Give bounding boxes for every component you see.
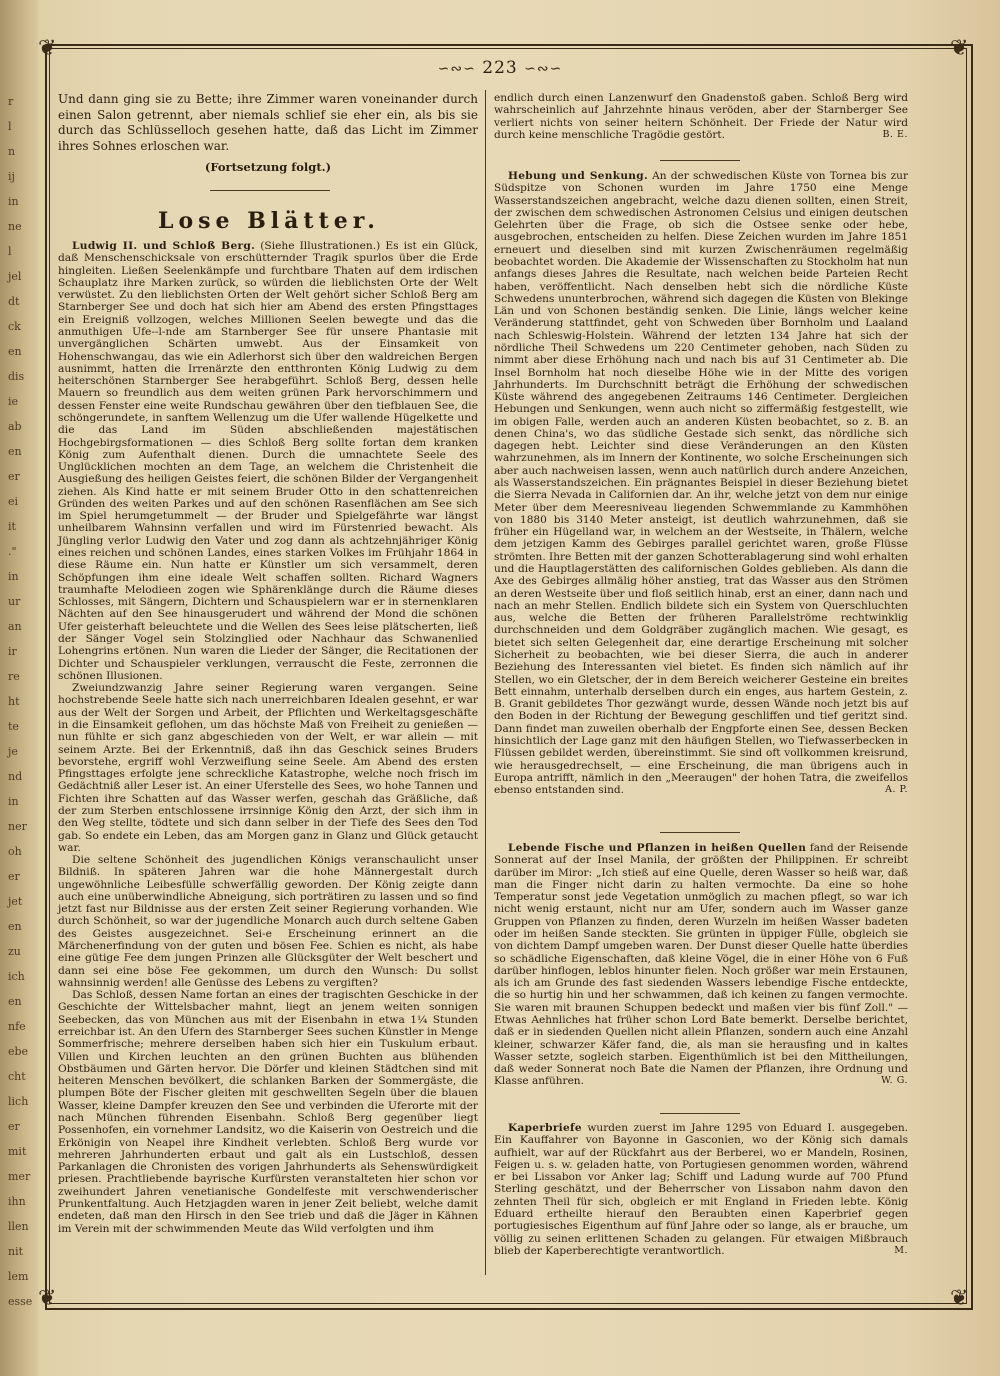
article-text: fand der Reisende Sonnerat auf der Insel Manila, der größten der Philippinen. Er schreibt darüber im Miror: „Ich stieß auf eine Quelle, deren Wasser so heiß war, daß man die Finger nicht darin zu halten vermochte. Da eine so hohe Temperatur sonst jede Vegetation unmöglich zu machen pflegt, so war ich nicht wenig erstaunt, nicht nur am Ufer, sondern auch im Wasser ganze Gruppen von Pflanzen zu finden, deren Wurzeln im heißen Wasser badeten oder im heißen Sande steckten. Sie grünten in üppiger Fülle, obgleich sie von dichtem Dampf umgeben waren. Der Dunst dieser Quelle hatte überdies so schädliche Eigenschaften, daß kleine Vögel, die in einer Höhe von 6 Fuß darüber hinflogen, leblos hinunter fielen. Noch größer war mein Erstaunen, als ich am Grunde des fast siedenden Wassers lebendige Fische entdeckte, die so hurtig hin und her schwammen, daß ich keinen zu fangen vermochte. Sie waren mit braunen Schuppen bedeckt und maßen vier bis fünf Zoll." — Etwas Aehnliches hat früher schon Lord Bate bemerkt. Derselbe berichtet, daß er in siedenden Quellen nicht allein Pflanzen, sondern auch eine Anzahl kleiner, schwarzer Käfer fand, die, als man sie herausfing und in kaltes Wasser setzte, sogleich starben. Eigenthümlich ist bei den Mittheilungen, daß weder Sonnerat noch Bate die Namen der Pflanzen, ihre Ordnung und Klasse anführen. [494, 842, 908, 1088]
article-text: (Siehe Illustrationen.) Es ist ein Glück, daß Menschenschicksale von erschütternder Tragik spurlos über die Erde hingleiten. Ließen Seelenkämpfe und furchtbare Thaten auf dem irdischen Schauplatz ihre Marken zurück, so würden die lieblichsten Orte der Welt verwüstet. Zu den lieblichsten Orten der Welt gehört sicher Schloß Berg am Starnberger See und doch hat sich hier am Abend des ersten Pfingsttages ein Ereigniß vollzogen, welches Millionen Seelen bewegte und das die anmuthigen Ufe--l-nde am Starnberger See für unsere Phantasie mit unvergänglichen Schärten umwebt. Aus der Einsamkeit von Hohenschwangau, das wie ein Adlerhorst sich über den waldreichen Bergen ausnimmt, hatten die Irrenärzte den entthronten König Ludwig zu dem heiterschönen Starnberger See herabgeführt. Schloß Berg, dessen helle Mauern so freundlich aus dem weiten grünen Park hervorschimmern und dessen Fenster eine weite Rundschau gewähren über den tiefblauen See, die schöngerundete, in sanftem Wellenzug um die Ufer wallende Hügelkette und die das Land im Süden abschließenden majestätischen Hochgebirgsformationen — dies Schloß Berg sollte fortan dem kranken König zum Aufenthalt dienen. Durch die umnachtete Seele des Unglücklichen mochten an dem Tage, an welchem die Christenheit die Ausgießung des heiligen Geistes feiert, die schönen Bilder der Vergangenheit ziehen. Als Kind hatte er mit seinem Bruder Otto in den schattenreichen Gründen des weiten Parkes und auf den schönen Rasenflächen am See sich im Spiel herumgetummelt — der Bruder und Spielgefährte war längst unheilbarem Wahnsinn verfallen und wird im Fürstenried bewacht. Als Jüngling verlor Ludwig den Vater und zog dann als achtzehnjähriger König eines reichen und schönen Landes, eines starken Volkes im Frühjahr 1864 in diese Räume ein. Nun hatte er Künstler um sich versammelt, deren Schöpfungen ihm eine ideale Welt schaffen sollten. Richard Wagners traumhafte Melodieen zogen wie Sphärenklänge durch die Räume dieses Schlosses, mit Sängern, Dichtern und Schauspielern war er in sternenklaren Nächten auf den See hinausgerudert und während der Mond die schönen Ufer geisterhaft beleuchtete und die Wellen des Sees leise plätscherten, ließ der Sänger Vogel sein Stolzinglied oder Nachhaur das Schwanenlied Lohengrins ertönen. Nun waren die Lieder der Sänger, die Recitationen der Dichter und Schauspieler verklungen, verrauscht die Feste, zerronnen die schönen Illusionen. [58, 239, 478, 682]
gutter-fragment: en [8, 445, 22, 458]
separator-rule [660, 1113, 740, 1114]
gutter-fragment: ebe [8, 1045, 29, 1058]
corner-ornament-bottom-right-icon: ❦ [950, 1286, 969, 1311]
article-paragraph [494, 170, 908, 796]
corner-ornament-top-right-icon: ❦ [950, 36, 969, 61]
gutter-fragment: er [8, 1120, 20, 1133]
author-initials: B. E. [882, 128, 908, 140]
author-initials: A. P. [885, 784, 908, 796]
gutter-fragment: n [8, 145, 16, 158]
gutter-fragment: te [8, 720, 19, 733]
gutter-fragment: en [8, 920, 22, 933]
article-paragraph: Zweiundzwanzig Jahre seiner Regierung waren vergangen. Seine hochstrebende Seele hatte sich nach unerreichbaren Idealen gesehnt, er war aus der Welt der Sorgen und Arbeit, der Pflichten und Werkeltagsgeschäfte in die Einsamkeit geflohen, um das höchste Maß von Freiheit zu genießen — nun fühlte er sich ganz abgeschieden von der Welt, er war allein — mit seinem Arzte. Bei der Erkenntniß, daß ihn das Geschick seines Bruders bevorstehe, ergriff wohl Verzweiflung seine Seele. Am Abend des ersten Pfingsttages erfolgte jene schreckliche Katastrophe, welche noch frisch im Gedächtniß aller Leser ist. An einer Uferstelle des Sees, wo hohe Tannen und Fichten ihre Schatten auf das Wasser werfen, geschah das Gräßliche, daß der zum Sterben entschlossene irrsinnige König den Arzt, der sich ihm in den Weg stellte, tödtete und sich dann selber in der Tiefe des Sees den Tod gab. So endete ein Leben, das am Morgen ganz in Glanz und Glück getaucht war. [58, 681, 478, 854]
right-column-article-3 [494, 1122, 908, 1257]
gutter-fragment: nfe [8, 1020, 26, 1033]
article-paragraph: Das Schloß, dessen Name fortan an eines der tragischten Geschicke in der Geschichte der Wittelsbacher mahnt, liegt an jenem weiten sonnigen Seebecken, das von München aus mit der Eisenbahn in etwa 1¼ Stunden erreichbar ist. An den Ufern des Starnberger Sees suchen Künstler in Menge Sommerfrische; mehrere derselben haben sich hier ein Tuskulum erbaut. Villen und Kirchen leuchten an den grünen Buchten aus blühenden Obstbäumen und Gärten hervor. Die Dörfer und kleinen Städtchen sind mit heiteren Menschen bevölkert, die schlanken Barken der Sommergäste, die plumpen Böte der Fischer gleiten mit geschwellten Segeln über die blauen Wasser, kleine Dampfer kreuzen den See und verbinden die Uferorte mit der nach München führenden Eisenbahn. Schloß Berg gegenüber liegt Possenhofen, ein vornehmer Landsitz, wo die Kaiserin von Oestreich und die Erkönigin von Neapel ihre Kindheit verlebten. Schloß Berg wurde vor mehreren Jahrhunderten erbaut und galt als ein Lustschloß, dessen Parkanlagen die Chronisten des vorigen Jahrhunderts als Sehenswürdigkeit priesen. Prachtliebende bayrische Kurfürsten veranstalteten hier schon vor zweihundert Jahren venetianische Gondelfeste mit verschwenderischer Prunkentfaltung. Auch Hetzjagden waren in jener Zeit beliebt, welche damit endeten, daß man den Hirsch in den See trieb und daß die Jäger in Kähnen im Verein mit der schwimmenden Meute das Wild verfolgten und ihm [58, 988, 478, 1235]
left-column-article [58, 240, 478, 1235]
gutter-fragment: dt [8, 295, 20, 308]
gutter-fragment: oh [8, 845, 22, 858]
page-number: 223 [482, 58, 518, 78]
left-column-intro [58, 92, 478, 174]
article-text: wurden zuerst im Jahre 1295 von Eduard I. ausgegeben. Ein Kauffahrer von Bayonne in Gasconien, wo der König sich damals aufhielt, war auf der Rückfahrt aus der Berberei, wo er Mandeln, Rosinen, Feigen u. s. w. geladen hatte, von Portugiesen genommen worden, während er bei Lissabon vor Anker lag; Schiff und Ladung wurde auf 700 Pfund Sterling geschätzt, und der Beherrscher von Lissabon nahm davon den zehnten Theil für sich, obgleich er mit England in Frieden lebte. König Eduard ertheilte hierauf den Beraubten einen Kaperbrief gegen portugiesisches Eigenthum auf fünf Jahre oder so lange, als er brauche, um völlig zu seinen erlittenen Schaden zu gelangen. Für etwaigen Mißbrauch blieb der Kaperberechtigte verantwortlich. [494, 1122, 908, 1257]
right-column-article-2 [494, 842, 908, 1088]
gutter-fragment: en [8, 345, 22, 358]
gutter-fragment: mer [8, 1170, 31, 1183]
gutter-fragment: r [8, 95, 14, 108]
gutter-fragment: jel [8, 270, 22, 283]
gutter-fragment: it [8, 520, 16, 533]
gutter-fragment: lich [8, 1095, 29, 1108]
gutter-fragment: ij [8, 170, 15, 183]
gutter-fragment: in [8, 195, 19, 208]
gutter-fragment: cht [8, 1070, 26, 1083]
scroll-ornament-left-icon: ∽∾∽ [437, 61, 476, 77]
gutter-fragment: lem [8, 1270, 29, 1283]
gutter-fragment: ur [8, 595, 21, 608]
article-heading: Ludwig II. und Schloß Berg. [72, 239, 256, 252]
corner-ornament-bottom-left-icon: ❦ [38, 1286, 57, 1311]
binding-gutter [0, 0, 38, 1376]
gutter-fragment: ich [8, 970, 25, 983]
gutter-fragment: ." [8, 545, 17, 558]
author-initials: M. [894, 1244, 908, 1256]
article-paragraph [58, 240, 478, 682]
gutter-fragment: l [8, 245, 12, 258]
separator-rule [660, 160, 740, 161]
gutter-fragment: esse [8, 1295, 33, 1308]
gutter-fragment: er [8, 470, 20, 483]
article-text: An der schwedischen Küste von Tornea bis zur Südspitze von Schonen wurden im Jahre 1750 eine Menge Wasserstandszeichen angebracht, welche dazu dienen sollten, einen Streit, der zwischen dem schwedischen Astronomen Celsius und einigen deutschen Gelehrten über die Frage, ob sich die Ostsee senke oder hebe, ausgebrochen, entscheiden zu helfen. Diese Zeichen wurden im Jahre 1851 erneuert und dieselben sind mit kurzen Zwischenräumen regelmäßig beobachtet worden. Die Akademie der Wissenschaften zu Stockholm hat nun anfangs dieses Jahres die Resultate, nach welchen beide Parteien Recht haben, veröffentlicht. Nach denselben hebt sich die nördliche Küste Schwedens ununterbrochen, während sich dagegen die Küsten von Blekinge Län und von Schonen beständig senken. Die Linie, längs welcher keine Veränderung stattfindet, geht von Schweden über Bornholm und Laaland nach Schleswig-Holstein. Während der letzten 134 Jahre hat sich der nördliche Theil Schwedens um 220 Centimeter gehoben, nach Süden zu nimmt aber diese Erhöhung nach und nach bis auf 31 Centimeter ab. Die Insel Bornholm hat noch dieselbe Höhe wie in der Mitte des vorigen Jahrhunderts. Im Durchschnitt beträgt die Erhöhung der schwedischen Küste während des angegebenen Zeitraums 146 Centimeter. Dergleichen Hebungen und Senkungen, wenn auch nicht so ziffermäßig festgestellt, wie im obigen Falle, werden auch an anderen Küsten beobachtet, so z. B. an denen China's, wo das südliche Gestade sich senkt, das nördliche sich dagegen hebt. Leichter sind diese Veränderungen an den Küsten wahrzunehmen, als im Innern der Kontinente, wo solche Erscheinungen sich aber auch nachweisen lassen, wenn auch natürlich durch andere Anzeichen, als Wasserstandszeichen. Ein prägnantes Beispiel in dieser Beziehung bietet die Sierra Nevada in Californien dar. An ihr, welche jetzt von dem nur einige Meter über dem Meeresniveau liegenden Schwemmlande zu Kammhöhen von 1880 bis 3140 Meter ansteigt, ist deutlich wahrzunehmen, daß sie früher ein Hügelland war, in welchem an der Westseite, in Thälern, welche dem jetzigen Kamm des Gebirges parallel gerichtet waren, große Flüsse strömten. Ihre Betten mit der ganzen Schotterablagerung sind wohl erhalten und die Hauptlagerstätten des californischen Goldes geblieben. Als dann die Axe des Gebirges allmälig höher anstieg, trat das Wasser aus den Strömen an deren Westseite über und floß seitlich hinab, erst an einer, dann nach und nach an mehr Stellen. Endlich bildete sich ein System von Querschluchten aus, welche die Betten der früheren Parallelströme rechtwinklig durchschneiden und dem Goldgräber zugänglich machen. Wie gesagt, es bietet sich selten Gelegenheit dar, eine derartige Erscheinung mit solcher Sicherheit zu beobachten, wie bei dieser Sierra, die auch in anderer Beziehung des Interessanten viel bietet. Es finden sich nämlich auf ihr Stellen, wo ein Gletscher, der in dem Bereich weicherer Gesteine ein breites Bett einnahm, unterhalb derselben durch ein enges, aus hartem Gestein, z. B. Granit gebildetes Thor gezwängt wurde, dessen Wände noch jetzt bis auf den Boden in der Richtung der Bewegung geschliffen und tief geritzt sind. Dann findet man zuweilen oberhalb der Engpforte einen See, dessen Becken hinsichtlich der Lage ganz mit den häufigen Stellen, wo Tiefwasserbecken in Flüssen gebildet werden, übereinstimmt. Sie sind oft vollkommen kreisrund, wie herausgedrechselt, — eine Erscheinung, die man übrigens auch in Europa antrifft, nämlich in den „Meeraugen" der hohen Tatra, die zweifellos ebenso entstanden sind. [494, 170, 909, 797]
gutter-fragment: nit [8, 1245, 24, 1258]
article-paragraph [494, 92, 908, 141]
article-paragraph [494, 1122, 908, 1257]
article-text: endlich durch einen Lanzenwurf den Gnadenstoß gaben. Schloß Berg wird wahrscheinlich auf Jahrzehnte hinaus veröden, aber der Starnberger See verliert nichts von seiner heitern Schönheit. Der Friede der Natur wird durch keine menschliche Tragödie gestört. [494, 92, 908, 141]
gutter-fragment: ck [8, 320, 21, 333]
gutter-fragment: nd [8, 770, 23, 783]
gutter-fragment: en [8, 995, 22, 1008]
corner-ornament-top-left-icon: ❦ [38, 36, 57, 61]
gutter-fragment: ir [8, 645, 17, 658]
gutter-fragment: ne [8, 220, 22, 233]
author-initials: W. G. [881, 1075, 908, 1087]
article-paragraph [494, 842, 908, 1088]
gutter-fragment: er [8, 870, 20, 883]
gutter-fragment: llen [8, 1220, 29, 1233]
continued-notice: (Fortsetzung folgt.) [204, 160, 332, 174]
scroll-ornament-right-icon: ∽∾∽ [524, 61, 563, 77]
article-paragraph: Die seltene Schönheit des jugendlichen Königs veranschaulicht unser Bildniß. In späteren Jahren war die hohe Männergestalt durch ungewöhnliche Leibesfülle schwerfällig geworden. Der König zeigte dann auch eine unüberwindliche Abneigung, sich porträtiren zu lassen und so find jetzt fast nur Bildnisse aus der ersten Zeit seiner Regierung vorhanden. Wie durch Schönheit, so war der jugendliche Monarch auch durch seltene Gaben des Geistes ausgezeichnet. Sei-e Erscheinung erinnert an die Märchenerfindung von der guten und bösen Fee. Schien es nicht, als habe eine gütige Fee dem jungen Prinzen alle Glücksgüter der Welt beschert und dann sei eine böse Fee gekommen, um durch den Wunsch: Du sollst wahnsinnig werden! alle Genüsse des Lebens zu vergiften? [58, 853, 478, 989]
gutter-fragment: mit [8, 1145, 27, 1158]
gutter-fragment: ei [8, 495, 19, 508]
gutter-fragment: ihn [8, 1195, 26, 1208]
gutter-fragment: dis [8, 370, 25, 383]
right-column-continuation [494, 92, 908, 141]
section-title: Lose Blätter. [158, 208, 380, 234]
gutter-fragment: je [8, 745, 18, 758]
gutter-fragment: zu [8, 945, 21, 958]
gutter-fragment: ie [8, 395, 19, 408]
separator-rule [660, 832, 740, 833]
right-column-article-1 [494, 170, 908, 796]
article-heading: Lebende Fische und Pflanzen in heißen Quellen [508, 842, 807, 854]
article-heading: Hebung und Senkung. [508, 170, 648, 182]
separator-rule [210, 190, 330, 191]
gutter-fragment: ht [8, 695, 20, 708]
article-heading: Kaperbriefe [508, 1122, 582, 1134]
gutter-fragment: l [8, 120, 12, 133]
gutter-fragment: in [8, 570, 19, 583]
gutter-fragment: an [8, 620, 22, 633]
gutter-fragment: in [8, 795, 19, 808]
page-number-header [0, 58, 1000, 78]
gutter-fragment: jet [8, 895, 23, 908]
column-divider [485, 90, 486, 1275]
gutter-fragment: ner [8, 820, 27, 833]
story-ending: Und dann ging sie zu Bette; ihre Zimmer waren voneinander durch einen Salon getrennt, aber niemals schlief sie eher ein, als bis sie durch das Schlüsselloch gesehen hatte, daß das Licht im Zimmer ihres Sohnes erloschen war. [58, 92, 478, 153]
gutter-fragment: ab [8, 420, 22, 433]
gutter-fragment: re [8, 670, 20, 683]
